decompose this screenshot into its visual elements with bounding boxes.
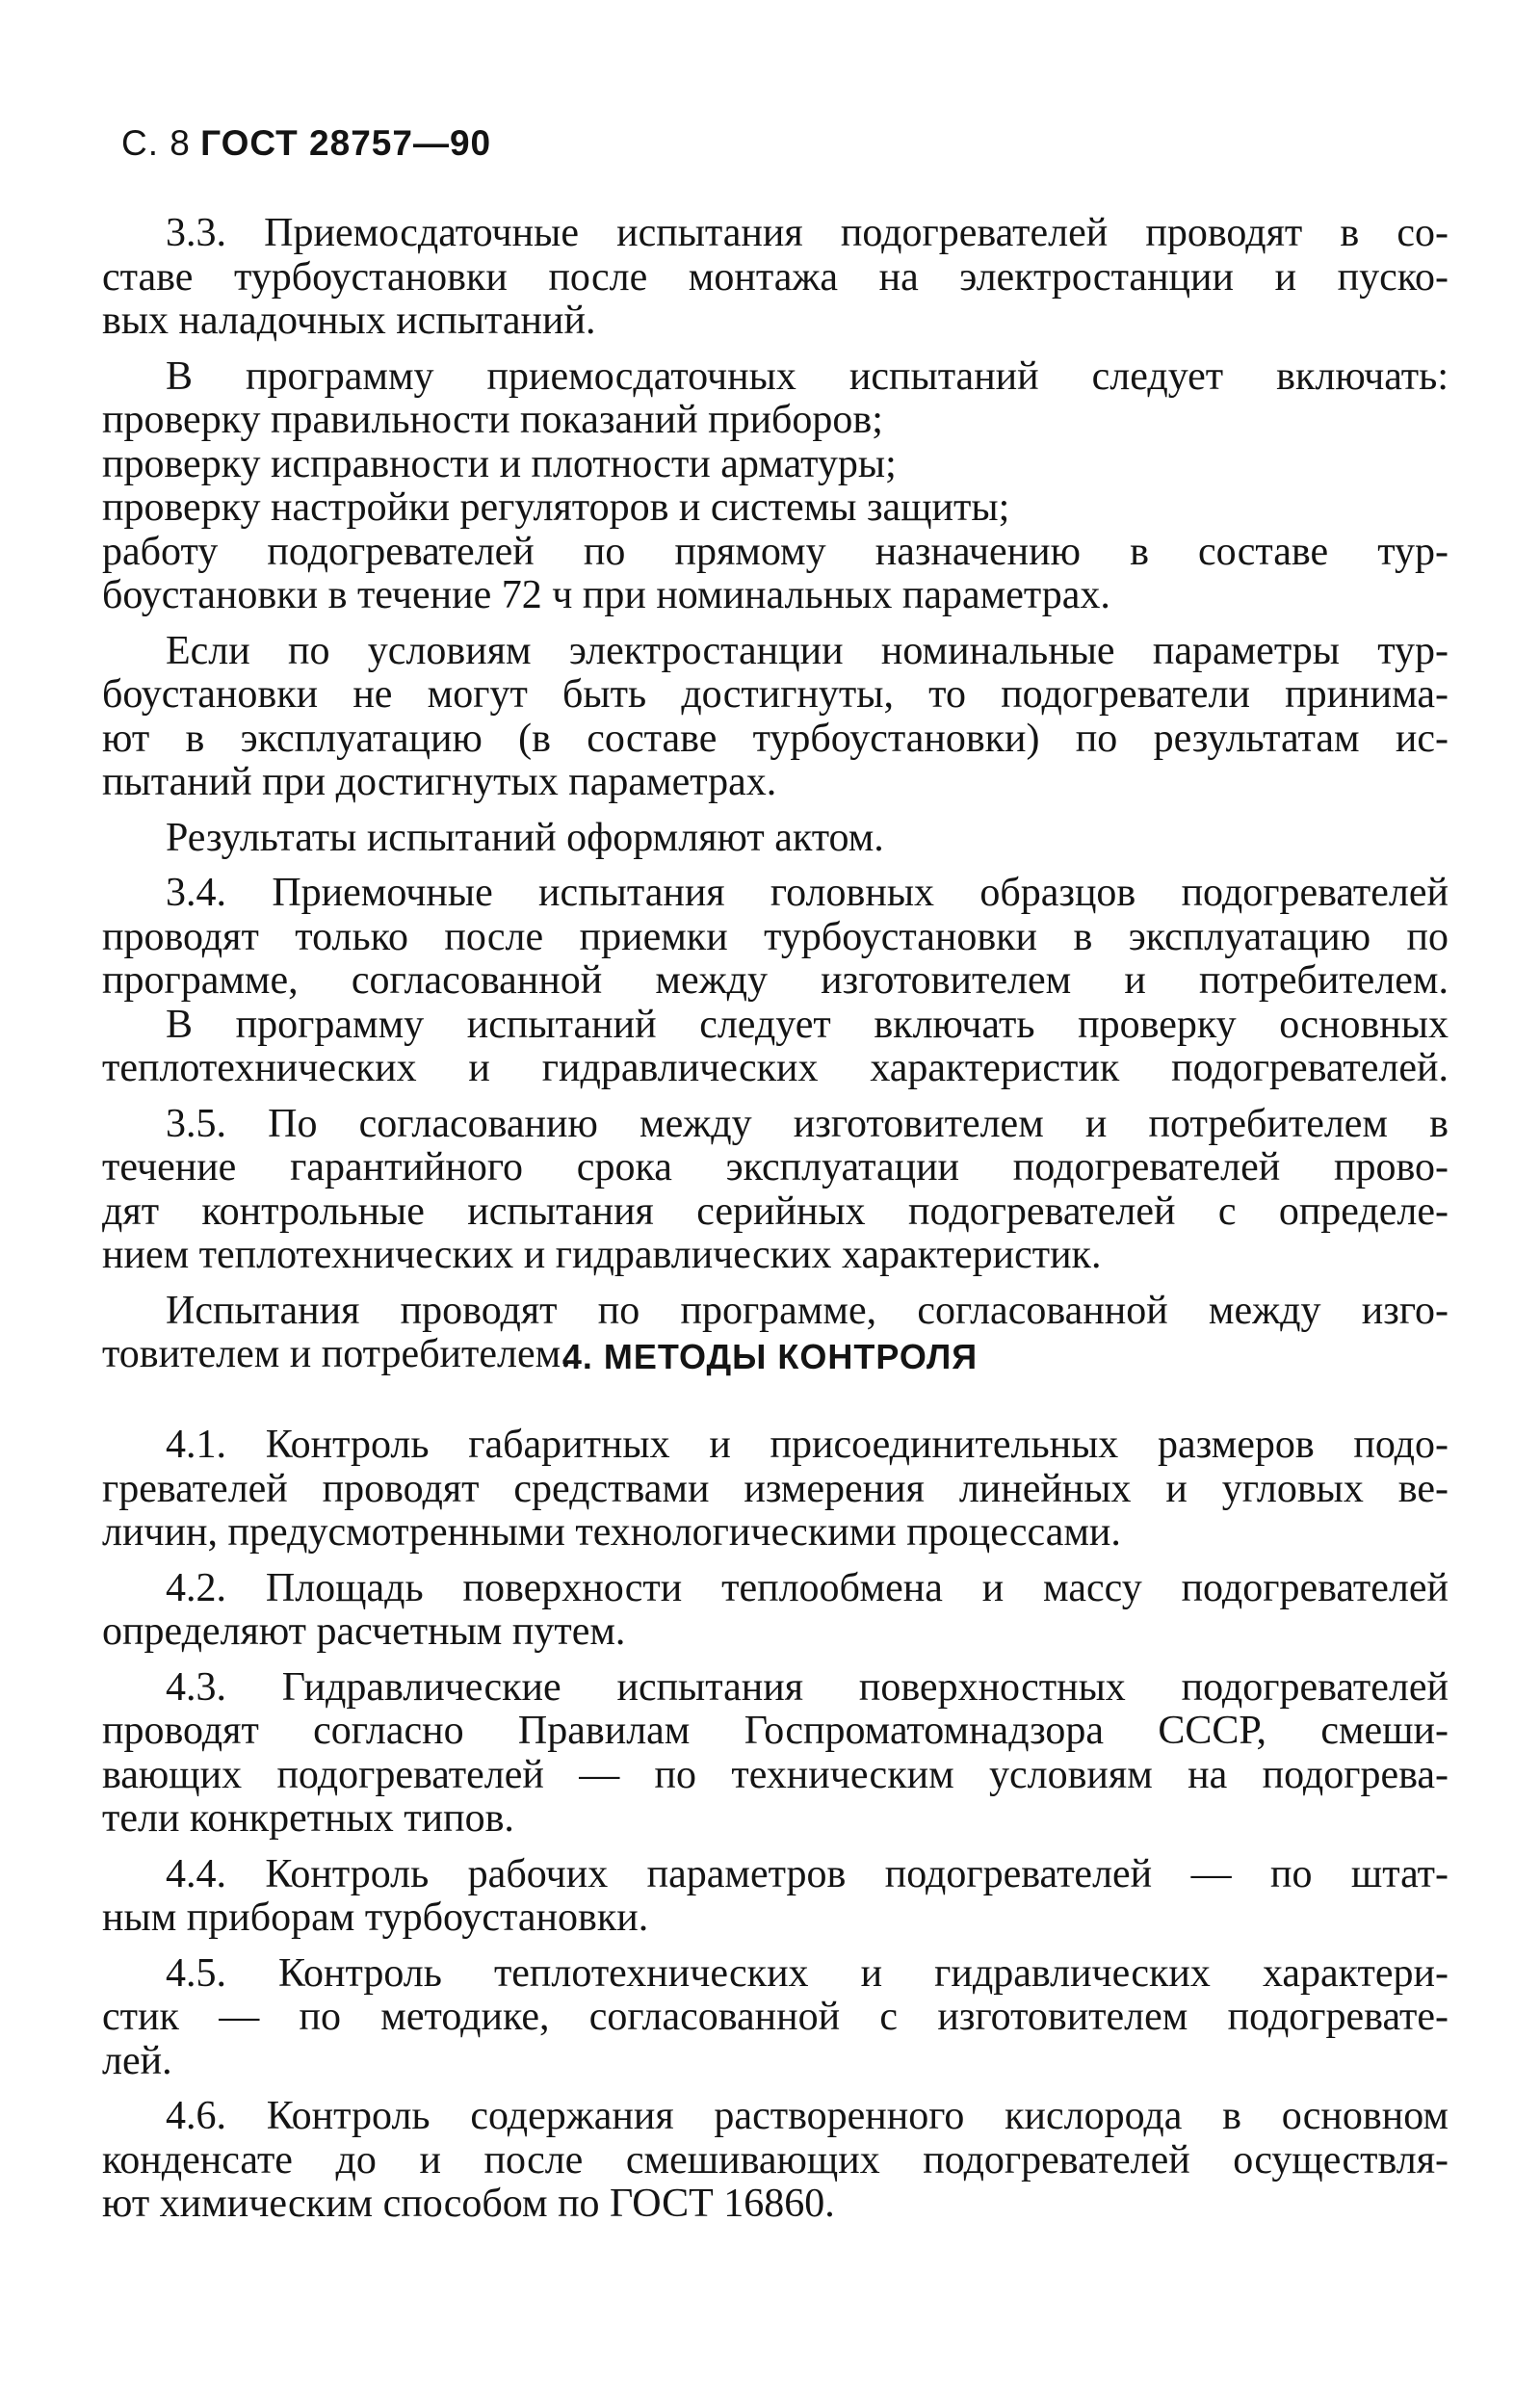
text-line: товителем и потребителем. — [102, 1332, 571, 1376]
text-line: гревателей проводят средствами измерения линейных и угловых ве- — [102, 1466, 1449, 1511]
paragraph-program — [102, 355, 1449, 618]
paragraph-3-4 — [102, 872, 1449, 1091]
text-line: конденсате до и после смешивающих подогревателей осуществля- — [102, 2137, 1449, 2183]
paragraph-if — [102, 630, 1449, 805]
paragraph-4-6 — [102, 2095, 1449, 2227]
section-3-body — [102, 212, 1449, 1389]
paragraph-4-2 — [102, 1567, 1449, 1655]
text-line: стик — по методике, согласованной с изготовителем подогревате- — [102, 1995, 1449, 2039]
text-line: В программу испытаний следует включать проверку основных — [166, 1002, 1449, 1047]
text-line: личин, предусмотренными технологическими процессами. — [102, 1510, 1121, 1555]
text-line: 4.6. Контроль содержания растворенного кислорода в основном — [166, 2094, 1449, 2138]
text-line: определяют расчетным путем. — [102, 1609, 626, 1654]
text-line: 3.5. По согласованию между изготовителем и потребителем в — [166, 1101, 1449, 1146]
paragraph-4-1 — [102, 1424, 1449, 1555]
text-line: 3.3. Приемосдаточные испытания подогревателей проводят в со- — [166, 211, 1449, 255]
text-line: течение гарантийного срока эксплуатации подогревателей прово- — [102, 1145, 1449, 1189]
paragraph-3-3 — [102, 212, 1449, 344]
text-line: лей. — [102, 2038, 172, 2083]
page-number: С. 8 — [121, 123, 191, 163]
text-line: Результаты испытаний оформляют актом. — [166, 815, 884, 860]
text-line: 4.1. Контроль габаритных и присоединительных размеров подо- — [166, 1423, 1449, 1467]
text-line: 4.5. Контроль теплотехнических и гидравлических характери- — [166, 1950, 1449, 1996]
text-line: 4.2. Площадь поверхности теплообмена и массу подогревателей — [166, 1565, 1449, 1610]
text-line: нием теплотехнических и гидравлических характеристик. — [102, 1233, 1102, 1277]
text-line: проводят только после приемки турбоустановки в эксплуатацию по — [102, 914, 1449, 959]
paragraph-4-5 — [102, 1952, 1449, 2084]
text-line: 3.4. Приемочные испытания головных образцов подогревателей — [166, 871, 1449, 915]
page-header — [121, 123, 491, 165]
text-line: теплотехнических и гидравлических характеристик подогревателей. — [102, 1046, 1449, 1090]
section-4-body — [102, 1424, 1449, 2238]
text-line: пытаний при достигнутых параметрах. — [102, 760, 777, 804]
text-line: ют химическим способом по ГОСТ 16860. — [102, 2182, 835, 2226]
text-line: работу подогревателей по прямому назначению в составе тур- — [102, 529, 1449, 574]
paragraph-results — [102, 817, 1449, 861]
text-line: Испытания проводят по программе, согласованной между изго- — [166, 1288, 1449, 1333]
text-line: проверку настройки регуляторов и системы защиты; — [102, 485, 1010, 530]
text-line: вающих подогревателей — по техническим условиям на подогрева- — [102, 1752, 1449, 1797]
text-line: тели конкретных типов. — [102, 1796, 514, 1841]
text-line: вых наладочных испытаний. — [102, 299, 596, 343]
text-line: ным приборам турбоустановки. — [102, 1895, 649, 1940]
text-line: проверку исправности и плотности арматуры; — [102, 441, 897, 486]
text-line: ставе турбоустановки после монтажа на электростанции и пуско- — [102, 254, 1449, 300]
paragraph-3-5 — [102, 1103, 1449, 1278]
text-line: проводят согласно Правилам Госпроматомнадзора СССР, смеши- — [102, 1709, 1449, 1753]
text-line: боустановки не могут быть достигнуты, то подогреватели принима- — [102, 672, 1449, 717]
text-line: проверку правильности показаний приборов; — [102, 398, 883, 442]
section-4-heading: 4. МЕТОДЫ КОНТРОЛЯ — [561, 1337, 979, 1376]
paragraph-4-3 — [102, 1666, 1449, 1842]
paragraph-4-4 — [102, 1853, 1449, 1941]
text-line: 4.3. Гидравлические испытания поверхностных подогревателей — [166, 1664, 1449, 1710]
text-line: ют в эксплуатацию (в составе турбоустановки) по результатам ис- — [102, 716, 1449, 761]
text-line: дят контрольные испытания серийных подогревателей с определе- — [102, 1189, 1449, 1234]
standard-number: ГОСТ 28757—90 — [200, 123, 492, 163]
text-line: 4.4. Контроль рабочих параметров подогревателей — по штат- — [166, 1851, 1449, 1896]
text-line: Если по условиям электростанции номинальные параметры тур- — [166, 628, 1449, 673]
text-line: боустановки в течение 72 ч при номинальных параметрах. — [102, 573, 1110, 617]
text-line: В программу приемосдаточных испытаний следует включать: — [166, 353, 1449, 399]
text-line: программе, согласованной между изготовителем и потребителем. — [102, 958, 1449, 1003]
